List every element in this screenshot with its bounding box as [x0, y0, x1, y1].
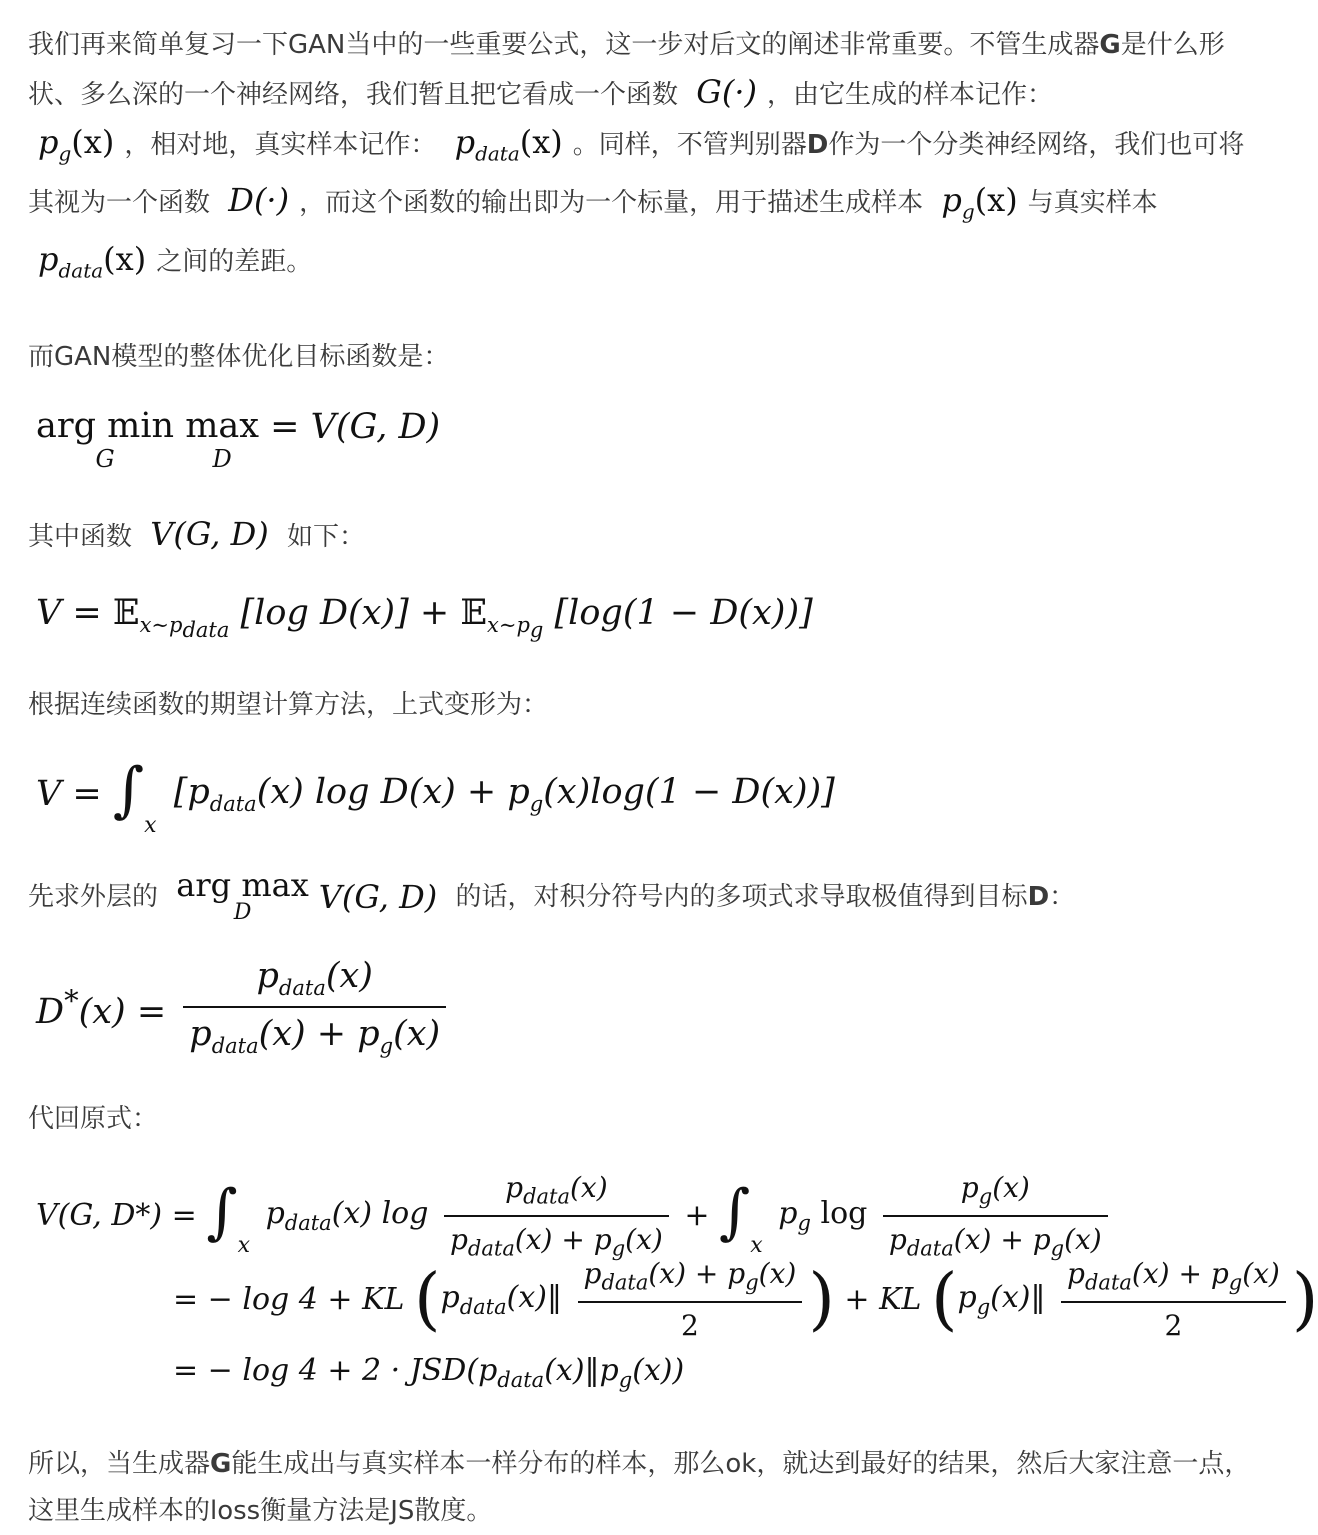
text: 我们再来简单复习一下GAN当中的一些重要公式，这一步对后文的阐述非常重要。不管生成器	[28, 30, 1100, 60]
text: 之间的差距。	[156, 246, 313, 277]
text: 与真实样本	[1027, 188, 1158, 219]
intro-paragraph	[28, 22, 1253, 294]
continuous-intro	[28, 682, 1253, 729]
text-bold: D	[806, 130, 829, 160]
objective-intro	[28, 334, 1253, 381]
article-body	[28, 22, 1318, 1535]
text: 能生成出与真实样本一样分布的样本，那么ok，就达到最好的结果，然后大家注意一点，这里生成样本的loss衡量方法是JS散度。	[28, 1449, 1251, 1527]
text: 其中函数	[28, 522, 133, 553]
text: 所以，当生成器	[28, 1449, 211, 1480]
math-D-func: D(·)	[228, 181, 290, 220]
text: ：	[1049, 882, 1076, 913]
text-bold: D	[1027, 882, 1050, 913]
fraction-optimal-d: $\frac{p_{data}(x)}{p_{data}(x) + p_g(x)}$	[183, 956, 446, 1058]
max-operator: max D	[185, 406, 259, 473]
value-function-intro	[28, 511, 1253, 561]
text: 如下：	[287, 522, 366, 553]
text-bold: G	[210, 1449, 232, 1480]
text: 作为一个分类神经网络，我们也可将其视为一个函数	[28, 130, 1245, 219]
math-pdata: $p_{data}(x)$	[454, 123, 563, 166]
equation-objective: arg min G max D = V(G, D)	[36, 406, 441, 473]
math-V: V(G, D)	[150, 515, 269, 554]
text: ，而这个函数的输出即为一个标量，用于描述生成样本	[299, 188, 924, 219]
text: 的话，对积分符号内的多项式求导取极值得到目标	[455, 882, 1028, 913]
conclusion-paragraph	[28, 1441, 1253, 1535]
math-pg: $p_g(x)$	[38, 123, 115, 166]
argmax-operator: arg max D	[176, 866, 309, 925]
text: 是什么形状、多么深的一个神经网络，我们暂且把它看成一个函数	[28, 30, 1225, 110]
equation-line-1: V(G, $D*) = \int_x$ $p_{data}(x)$ log $\frac{p_{data}(x)}{p_{data}(x) + p_g(x)}$ + $\int_x$ $p_g$ log $\frac{p_g(x)}{p_{data}(x) + p_g(x)}$	[36, 1171, 1253, 1257]
equation-substitute	[36, 1171, 1318, 1405]
text: 。同样，不管判别器	[572, 130, 807, 160]
math-pdata-2: $p_{data}(x)$	[38, 239, 147, 283]
equation-value: V = 𝔼$_{x\sim p_{data}}$ [log D(x)] + 𝔼$_{x\sim p_g}$ [log(1 − D(x))]	[36, 593, 813, 643]
text: 先求外层的	[28, 882, 159, 913]
text: ，相对地，真实样本记作：	[124, 130, 437, 160]
derive-intro	[28, 866, 1253, 934]
text-bold: G	[1099, 30, 1121, 60]
math-pg-2: $p_g(x)$	[941, 181, 1018, 224]
text: 根据连续函数的期望计算方法，上式变形为：	[28, 690, 549, 721]
text: 而GAN模型的整体优化目标函数是：	[28, 342, 450, 373]
equation-line-3: = − $\log 4 + 2 \cdot JSD(p_{data}(x)‖p_g(x))$	[173, 1353, 685, 1393]
equation-optimal-d: D*(x) = $\frac{p_{data}(x)}{p_{data}(x) + p_g(x)}$	[36, 956, 1253, 1066]
text: 代回原式：	[28, 1104, 159, 1135]
text: ，由它生成的样本记作：	[766, 80, 1053, 110]
substitute-intro	[28, 1096, 1253, 1143]
math-G-func: G(·)	[696, 73, 757, 111]
equation-integral: $V = \int_x$ [$p_{data}(x)$ $\log D(x) + p_g(x)\log(1 - D(x))$]	[36, 755, 835, 838]
math-V-2: V(G, D)	[318, 878, 438, 917]
equation-line-2: = − log 4 + KL ($p_{data}(x)‖$ $\frac{p_{data}(x) + p_g(x)}{2}$ ) + KL ($p_g(x)‖$ $\frac{p_{data}(x) + p_g(x)}{2}$ )	[173, 1257, 1318, 1342]
argmin-operator: arg min G	[36, 406, 175, 473]
